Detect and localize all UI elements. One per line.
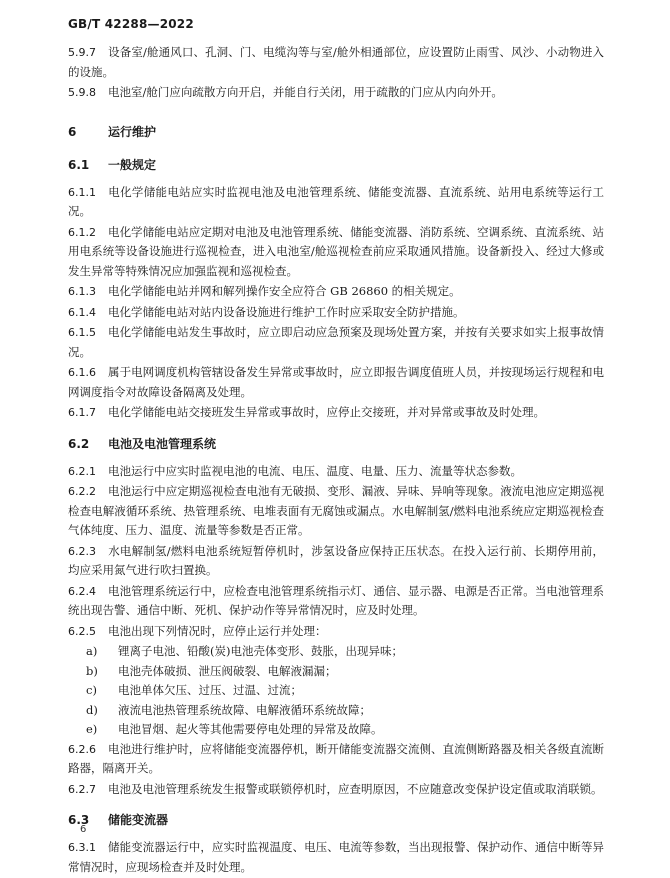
clause-6.1.7: [68, 403, 604, 423]
clause-text: 电池运行中应实时监视电池的电流、电压、温度、电量、压力、流量等状态参数。: [108, 463, 522, 478]
clause-6.2.3: [68, 542, 604, 581]
clause-number: 5.9.7: [68, 46, 96, 59]
clause-6.1.1: [68, 183, 604, 222]
clause-6.2.4: [68, 582, 604, 621]
list-item: [68, 642, 604, 662]
section-heading-6.2: [68, 435, 604, 452]
section-heading-6.1: [68, 156, 604, 173]
clause-number: 6.2.1: [68, 464, 96, 478]
clause-6.2.6: [68, 740, 604, 779]
clause-6.2.7: [68, 780, 604, 800]
heading-number: 6.1: [68, 157, 90, 172]
list-item: [68, 662, 604, 682]
clause-text: 水电解制氢/燃料电池系统短暂停机时，涉氢设备应保持正压状态。在投入运行前、长期停用前，均应采用氮气进行吹扫置换。: [68, 543, 604, 577]
document-body: [68, 43, 604, 878]
clause-number: 6.2.2: [68, 485, 96, 498]
clause-5.9.7: [68, 43, 604, 82]
page-number: 6: [80, 824, 87, 835]
list-item: [68, 681, 604, 701]
clause-text: 电化学储能电站并网和解列操作安全应符合 GB 26860 的相关规定。: [108, 284, 461, 298]
clause-number: 6.1.6: [68, 366, 96, 379]
clause-text: 电化学储能电站应实时监视电池及电池管理系统、储能变流器、直流系统、站用电系统等运行工况。: [68, 184, 604, 218]
clause-text: 属于电网调度机构管辖设备发生异常或事故时，应立即报告调度值班人员，并按现场运行规程和电网调度指令对故障设备隔离及处理。: [68, 365, 604, 399]
section-heading-6: [68, 123, 604, 140]
clause-6.1.6: [68, 363, 604, 402]
clause-number: 6.1.1: [68, 185, 96, 199]
list-item-label: a): [86, 644, 98, 658]
list-item-text: 液流电池热管理系统故障、电解液循环系统故障；: [118, 702, 371, 717]
clause-6.2.5: [68, 622, 604, 642]
clause-text: 电池出现下列情况时，应停止运行并处理：: [108, 623, 327, 638]
clause-number: 6.2.6: [68, 742, 96, 756]
heading-text: 运行维护: [108, 124, 157, 139]
clause-text: 电化学储能电站应定期对电池及电池管理系统、储能变流器、消防系统、空调系统、直流系统、站用电系统等设备设施进行巡视检查，进入电池室/舱巡视检查前应采取通风措施。设备新投入、经过大修或发生异常等特殊情况应加强监视和巡视检查。: [68, 224, 604, 278]
clause-6.3.1: [68, 838, 604, 877]
clause-text: 电池运行中应定期巡视检查电池有无破损、变形、漏液、异味、异响等现象。液流电池应定期巡视检查电解液循环系统、热管理系统、电堆表面有无腐蚀或漏点。水电解制氢/燃料电池系统应定期巡视检查气体纯度、压力、温度、流量等参数是否正常。: [68, 484, 604, 537]
clause-5.9.8: [68, 83, 604, 103]
heading-text: 一般规定: [108, 157, 157, 172]
clause-number: 6.2.4: [68, 584, 96, 598]
clause-text: 电池及电池管理系统发生报警或联锁停机时，应查明原因，不应随意改变保护设定值或取消联锁。: [108, 781, 603, 796]
list-item-label: c): [86, 683, 97, 697]
clause-6.1.4: [68, 303, 604, 323]
clause-number: 6.1.5: [68, 326, 96, 339]
clause-number: 6.3.1: [68, 841, 96, 854]
clause-6.1.5: [68, 323, 604, 362]
clause-text: 设备室/舱通风口、孔洞、门、电缆沟等与室/舱外相通部位，应设置防止雨雪、风沙、小动物进入的设施。: [68, 45, 604, 79]
heading-text: 储能变流器: [108, 813, 169, 827]
list-item-text: 电池单体欠压、过压、过温、过流；: [118, 683, 302, 697]
clause-text: 电池室/舱门应向疏散方向开启，并能自行关闭，用于疏散的门应从内向外开。: [108, 85, 503, 99]
heading-number: 6.3: [68, 813, 90, 827]
clause-6.1.2: [68, 223, 604, 282]
clause-text: 储能变流器运行中，应实时监视温度、电压、电流等参数，当出现报警、保护动作、通信中断等异常情况时，应现场检查并及时处理。: [68, 840, 604, 874]
clause-number: 6.1.7: [68, 406, 96, 419]
section-heading-6.3: [68, 811, 604, 828]
heading-number: 6.2: [68, 436, 90, 451]
clause-number: 6.1.3: [68, 285, 96, 298]
list-item-label: b): [86, 663, 98, 678]
clause-number: 6.2.7: [68, 782, 96, 796]
clause-6.1.3: [68, 282, 604, 302]
clause-number: 6.1.2: [68, 225, 96, 239]
list-item: [68, 720, 604, 740]
heading-number: 6: [68, 124, 77, 139]
clause-number: 6.2.3: [68, 544, 96, 558]
clause-6.2.1: [68, 462, 604, 482]
clause-text: 电池进行维护时，应将储能变流器停机，断开储能变流器交流侧、直流侧断路器及相关各级直流断路器，隔离开关。: [68, 741, 604, 775]
clause-text: 电化学储能电站交接班发生异常或事故时，应停止交接班，并对异常或事故及时处理。: [108, 405, 545, 419]
clause-6.2.2: [68, 482, 604, 541]
list-item-text: 锂离子电池、铅酸(炭)电池壳体变形、鼓胀，出现异味；: [118, 644, 403, 658]
list-item: [68, 701, 604, 721]
clause-text: 电池管理系统运行中，应检查电池管理系统指示灯、通信、显示器、电源是否正常。当电池管理系统出现告警、通信中断、死机、保护动作等异常情况时，应及时处理。: [68, 583, 604, 617]
clause-text: 电化学储能电站对站内设备设施进行维护工作时应采取安全防护措施。: [108, 304, 465, 319]
list-item-text: 电池冒烟、起火等其他需要停电处理的异常及故障。: [118, 722, 383, 736]
heading-text: 电池及电池管理系统: [108, 436, 217, 451]
clause-text: 电化学储能电站发生事故时，应立即启动应急预案及现场处置方案，并按有关要求如实上报事故情况。: [68, 325, 604, 359]
clause-number: 5.9.8: [68, 86, 96, 99]
clause-number: 6.2.5: [68, 624, 96, 638]
list-item-text: 电池壳体破损、泄压阀破裂、电解液漏漏；: [118, 663, 337, 678]
standard-header: GB/T 42288—2022: [68, 17, 194, 31]
list-item-label: d): [86, 702, 98, 717]
list-item-label: e): [86, 722, 98, 736]
clause-number: 6.1.4: [68, 305, 96, 319]
